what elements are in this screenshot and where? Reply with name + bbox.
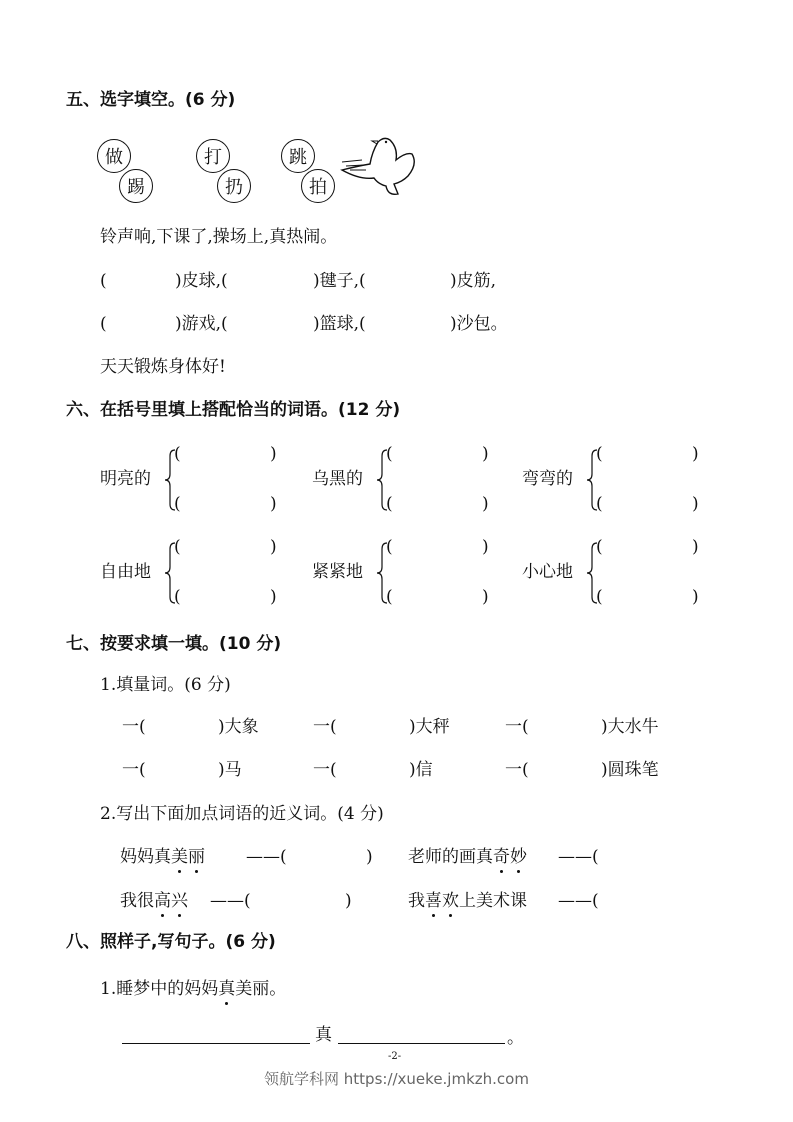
dove-illustration — [338, 132, 424, 198]
blank-close: ) — [482, 494, 489, 514]
char-option: 做 — [97, 139, 131, 173]
synonym-item — [120, 893, 188, 910]
measure-word-prefix: 一( — [505, 760, 529, 780]
measure-word-prefix: 一( — [313, 760, 337, 780]
char-option: 拍 — [301, 169, 335, 203]
measure-word-item: )大水牛 — [601, 717, 659, 737]
blank-open: ( — [100, 314, 107, 334]
synonym-item — [408, 849, 527, 866]
measure-word-item: )大象 — [218, 717, 259, 737]
word-label: 乌黑的 — [312, 469, 363, 489]
fill-mid: 真 — [315, 1025, 332, 1045]
measure-word-item: )大秤 — [409, 717, 450, 737]
blank-open: ( — [386, 444, 393, 464]
answer-blank: ——( — [210, 891, 251, 911]
blank-close: ) — [692, 444, 699, 464]
section-5-title: 五、选字填空。(6 分) — [66, 90, 236, 110]
example-sentence — [100, 981, 286, 998]
blank-open: ( — [174, 494, 181, 514]
text: 妈妈真 — [120, 847, 171, 867]
answer-line[interactable] — [122, 1043, 310, 1044]
blank-open: ( — [596, 444, 603, 464]
section-8-title: 八、照样子,写句子。(6 分) — [66, 932, 276, 952]
answer-blank: ——( — [558, 891, 599, 911]
fill-blank-text: )沙包。 — [450, 314, 508, 334]
answer-line[interactable] — [338, 1043, 505, 1044]
outro-text: 天天锻炼身体好! — [100, 357, 226, 377]
dotted-char: 美 — [171, 847, 188, 867]
dotted-char: 喜 — [425, 891, 442, 911]
char-option: 打 — [196, 139, 230, 173]
section-6-title: 六、在括号里填上搭配恰当的词语。(12 分) — [66, 400, 401, 420]
measure-word-prefix: 一( — [122, 717, 146, 737]
blank-open: ( — [100, 271, 107, 291]
blank-close: ) — [482, 537, 489, 557]
blank-close: ) — [270, 494, 277, 514]
fill-end: 。 — [507, 1028, 524, 1048]
dotted-char: 丽 — [188, 847, 205, 867]
blank-close: ) — [482, 444, 489, 464]
blank-open: ( — [596, 494, 603, 514]
word-label: 紧紧地 — [312, 562, 363, 582]
blank-close: ) — [482, 587, 489, 607]
section-7-title: 七、按要求填一填。(10 分) — [66, 634, 282, 654]
blank-close: ) — [345, 891, 352, 911]
blank-close: ) — [692, 494, 699, 514]
dotted-char: 兴 — [171, 891, 188, 911]
measure-word-item: )圆珠笔 — [601, 760, 659, 780]
dotted-char: 欢 — [442, 891, 459, 911]
measure-word-prefix: 一( — [313, 717, 337, 737]
answer-blank: ——( — [246, 847, 287, 867]
synonym-item — [120, 849, 205, 866]
blank-open: ( — [386, 494, 393, 514]
intro-text: 铃声响,下课了,操场上,真热闹。 — [100, 227, 338, 247]
word-label: 小心地 — [522, 562, 573, 582]
blank-open: ( — [596, 537, 603, 557]
answer-blank: ——( — [558, 847, 599, 867]
word-label: 自由地 — [100, 562, 151, 582]
blank-open: ( — [174, 444, 181, 464]
blank-close: ) — [270, 587, 277, 607]
fill-blank-text: )皮筋, — [450, 271, 497, 291]
dotted-char: 真 — [218, 979, 236, 999]
blank-close: ) — [270, 537, 277, 557]
fill-blank-text: )皮球,( — [175, 271, 228, 291]
text: 我 — [408, 891, 425, 911]
blank-open: ( — [596, 587, 603, 607]
word-label: 明亮的 — [100, 469, 151, 489]
measure-word-item: )信 — [409, 760, 433, 780]
text: 1.睡梦中的妈妈 — [100, 979, 219, 999]
text: 上美术课 — [459, 891, 527, 911]
dotted-char: 奇 — [493, 847, 510, 867]
question-2: 2.写出下面加点词语的近义词。(4 分) — [100, 804, 384, 824]
blank-close: ) — [692, 537, 699, 557]
measure-word-prefix: 一( — [505, 717, 529, 737]
blank-open: ( — [386, 537, 393, 557]
synonym-item — [408, 893, 527, 910]
char-option: 跳 — [281, 139, 315, 173]
dotted-char: 高 — [154, 891, 171, 911]
char-option: 扔 — [217, 169, 251, 203]
fill-blank-text: )篮球,( — [313, 314, 366, 334]
footer-watermark: 领航学科网 https://xueke.jmkzh.com — [264, 1070, 529, 1088]
char-option: 踢 — [119, 169, 153, 203]
blank-close: ) — [366, 847, 373, 867]
fill-blank-text: )游戏,( — [175, 314, 228, 334]
measure-word-item: )马 — [218, 760, 242, 780]
text: 美丽。 — [235, 979, 287, 999]
blank-open: ( — [386, 587, 393, 607]
blank-close: ) — [692, 587, 699, 607]
text: 老师的画真 — [408, 847, 493, 867]
page-number: -2- — [388, 1051, 402, 1062]
question-1: 1.填量词。(6 分) — [100, 675, 231, 695]
word-label: 弯弯的 — [522, 469, 573, 489]
dotted-char: 妙 — [510, 847, 527, 867]
blank-open: ( — [174, 537, 181, 557]
blank-close: ) — [270, 444, 277, 464]
blank-open: ( — [174, 587, 181, 607]
fill-blank-text: )毽子,( — [313, 271, 366, 291]
text: 我很 — [120, 891, 154, 911]
measure-word-prefix: 一( — [122, 760, 146, 780]
